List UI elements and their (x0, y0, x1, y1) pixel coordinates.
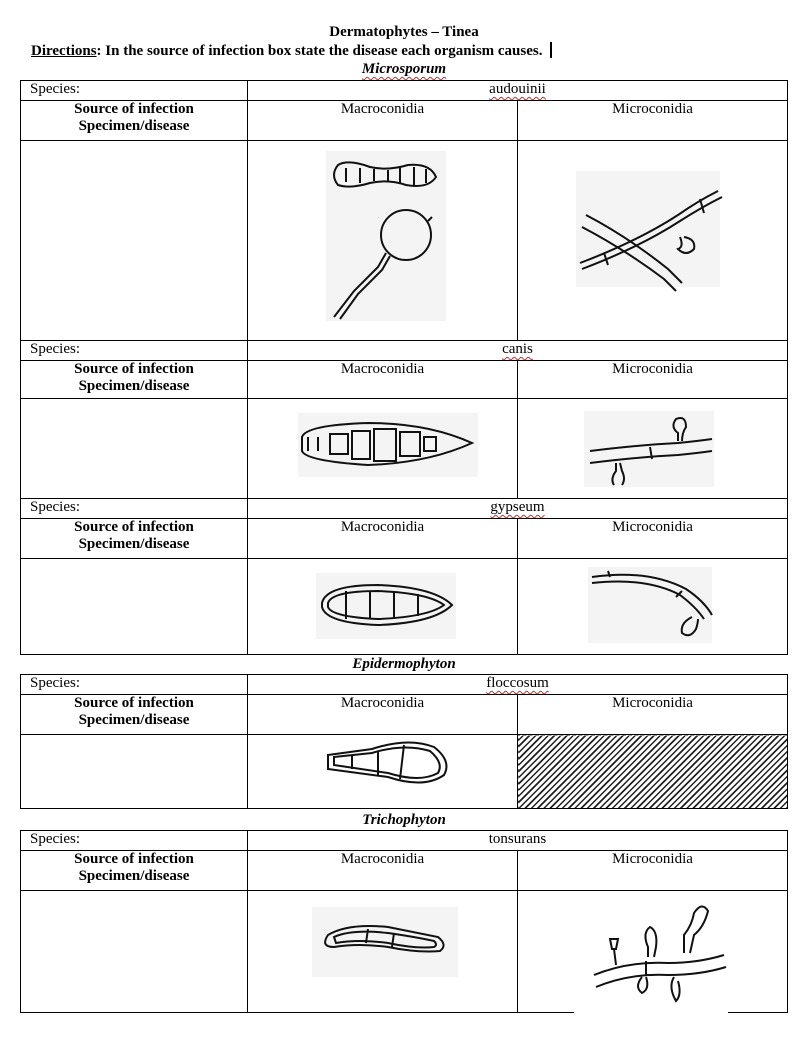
species-name-cell (248, 831, 788, 851)
species-label-cell: Species: (21, 831, 248, 851)
species-label-cell: Species: (21, 341, 248, 361)
microconidia-header: Microconidia (518, 851, 788, 891)
genus-heading-epidermophyton: Epidermophyton (352, 656, 456, 672)
macroconidia-drawing (248, 735, 523, 809)
microconidia-header: Microconidia (518, 101, 788, 141)
species-name: floccosum (486, 675, 549, 691)
species-table-floccosum (20, 674, 788, 809)
species-name: audouinii (489, 81, 546, 97)
microconidia-drawing (518, 891, 783, 1015)
source-of-infection-answer-box[interactable] (21, 399, 248, 499)
macroconidia-image-cell (248, 735, 518, 809)
source-of-infection-answer-box[interactable] (21, 559, 248, 655)
microconidia-not-present-hatch (518, 735, 788, 809)
genus-heading-microsporum: Microsporum (361, 61, 447, 77)
macroconidia-image-cell (248, 559, 518, 655)
source-of-infection-answer-box[interactable] (21, 735, 248, 809)
species-name: tonsurans (488, 831, 547, 847)
microconidia-header: Microconidia (518, 695, 788, 735)
source-of-infection-answer-box[interactable] (21, 891, 248, 1013)
genus-heading-trichophyton: Trichophyton (362, 812, 446, 828)
page-title: Dermatophytes – Tinea (329, 24, 479, 40)
macroconidia-header: Macroconidia (248, 519, 518, 559)
microconidia-drawing (518, 559, 783, 655)
text-cursor (550, 42, 552, 58)
species-table-audouinii (20, 80, 788, 655)
macroconidia-drawing (248, 399, 523, 499)
source-of-infection-header: Source of infection Specimen/disease (21, 361, 248, 399)
microconidia-image-cell (518, 559, 788, 655)
species-label-cell: Species: (21, 675, 248, 695)
source-of-infection-header: Source of infection Specimen/disease (21, 519, 248, 559)
microconidia-drawing (518, 141, 783, 341)
directions-text: : In the source of infection box state the disease each organism causes. (96, 43, 543, 59)
directions-label: Directions (31, 43, 97, 59)
source-of-infection-header: Source of infection Specimen/disease (21, 851, 248, 891)
macroconidia-image-cell (248, 399, 518, 499)
species-table-tonsurans (20, 830, 788, 1013)
microconidia-header: Microconidia (518, 519, 788, 559)
macroconidia-header: Macroconidia (248, 695, 518, 735)
macroconidia-image-cell (248, 891, 518, 1013)
species-label-cell: Species: (21, 81, 248, 101)
species-name-cell (248, 81, 788, 101)
macroconidia-header: Macroconidia (248, 101, 518, 141)
microconidia-header: Microconidia (518, 361, 788, 399)
species-label-cell: Species: (21, 499, 248, 519)
species-name-cell (248, 675, 788, 695)
macroconidia-drawing (248, 559, 523, 655)
macroconidia-header: Macroconidia (248, 851, 518, 891)
macroconidia-drawing (248, 891, 523, 1013)
microconidia-image-cell (518, 399, 788, 499)
microconidia-image-cell (518, 141, 788, 341)
macroconidia-image-cell (248, 141, 518, 341)
species-name-cell (248, 341, 788, 361)
source-of-infection-header: Source of infection Specimen/disease (21, 101, 248, 141)
macroconidia-drawing (248, 141, 523, 341)
microconidia-drawing (518, 399, 783, 499)
source-of-infection-header: Source of infection Specimen/disease (21, 695, 248, 735)
macroconidia-header: Macroconidia (248, 361, 518, 399)
species-name: gypseum (490, 499, 545, 515)
species-name-cell (248, 499, 788, 519)
directions (31, 42, 552, 60)
species-name: canis (502, 341, 533, 357)
microconidia-image-cell (518, 891, 788, 1013)
source-of-infection-answer-box[interactable] (21, 141, 248, 341)
